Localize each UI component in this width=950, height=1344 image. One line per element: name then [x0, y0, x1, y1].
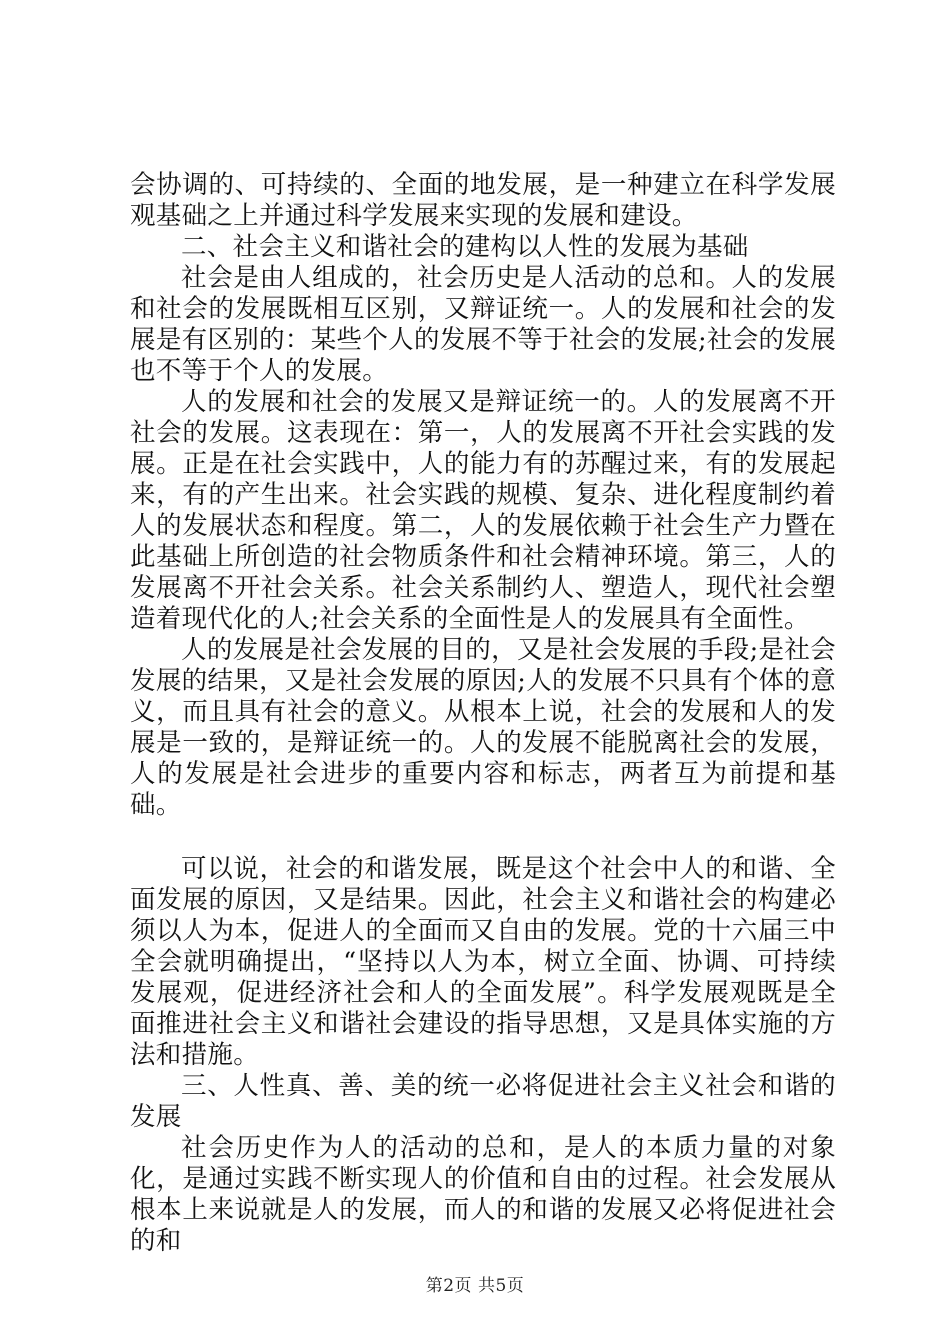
paragraph: 人的发展和社会的发展又是辩证统一的。人的发展离不开社会的发展。这表现在：第一，人的发展离不开社会实践的发展。正是在社会实践中，人的能力有的苏醒过来，有的发展起来，有的产生出来。社会实践的规模、复杂、进化程度制约着人的发展状态和程度。第二，人的发展依赖于社会生产力暨在此基础上所创造的社会物质条件和社会精神环境。第三，人的发展离不开社会关系。社会关系制约人、塑造人，现代社会塑造着现代化的人;社会关系的全面性是人的发展具有全面性。 [130, 387, 836, 634]
paragraph: 人的发展是社会发展的目的，又是社会发展的手段;是社会发展的结果，又是社会发展的原因;人的发展不只具有个体的意义，而且具有社会的意义。从根本上说，社会的发展和人的发展是一致的，是辩证统一的。人的发展不能脱离社会的发展，人的发展是社会进步的重要内容和标志，两者互为前提和基础。 [130, 635, 836, 820]
section-heading-three: 三、人性真、善、美的统一必将促进社会主义社会和谐的发展 [130, 1071, 836, 1132]
paragraph: 可以说，社会的和谐发展，既是这个社会中人的和谐、全面发展的原因，又是结果。因此，社会主义和谐社会的构建必须以人为本，促进人的全面而又自由的发展。党的十六届三中全会就明确提出，“坚持以人为本，树立全面、协调、可持续发展观，促进经济社会和人的全面发展”。科学发展观既是全面推进社会主义和谐社会建设的指导思想，又是具体实施的方法和措施。 [130, 854, 836, 1070]
blank-line [130, 821, 836, 854]
body-text [130, 170, 836, 1257]
paragraph-continuation: 会协调的、可持续的、全面的地发展，是一种建立在科学发展观基础之上并通过科学发展来实现的发展和建设。 [130, 170, 836, 231]
paragraph: 社会是由人组成的，社会历史是人活动的总和。人的发展和社会的发展既相互区别，又辩证统一。人的发展和社会的发展是有区别的：某些个人的发展不等于社会的发展;社会的发展也不等于个人的发展。 [130, 263, 836, 386]
page-number-footer: 第2页 共5页 [425, 1276, 525, 1296]
paragraph: 社会历史作为人的活动的总和，是人的本质力量的对象化，是通过实践不断实现人的价值和自由的过程。社会发展从根本上来说就是人的发展，而人的和谐的发展又必将促进社会的和 [130, 1133, 836, 1256]
section-heading-two: 二、社会主义和谐社会的建构以人性的发展为基础 [181, 232, 749, 262]
